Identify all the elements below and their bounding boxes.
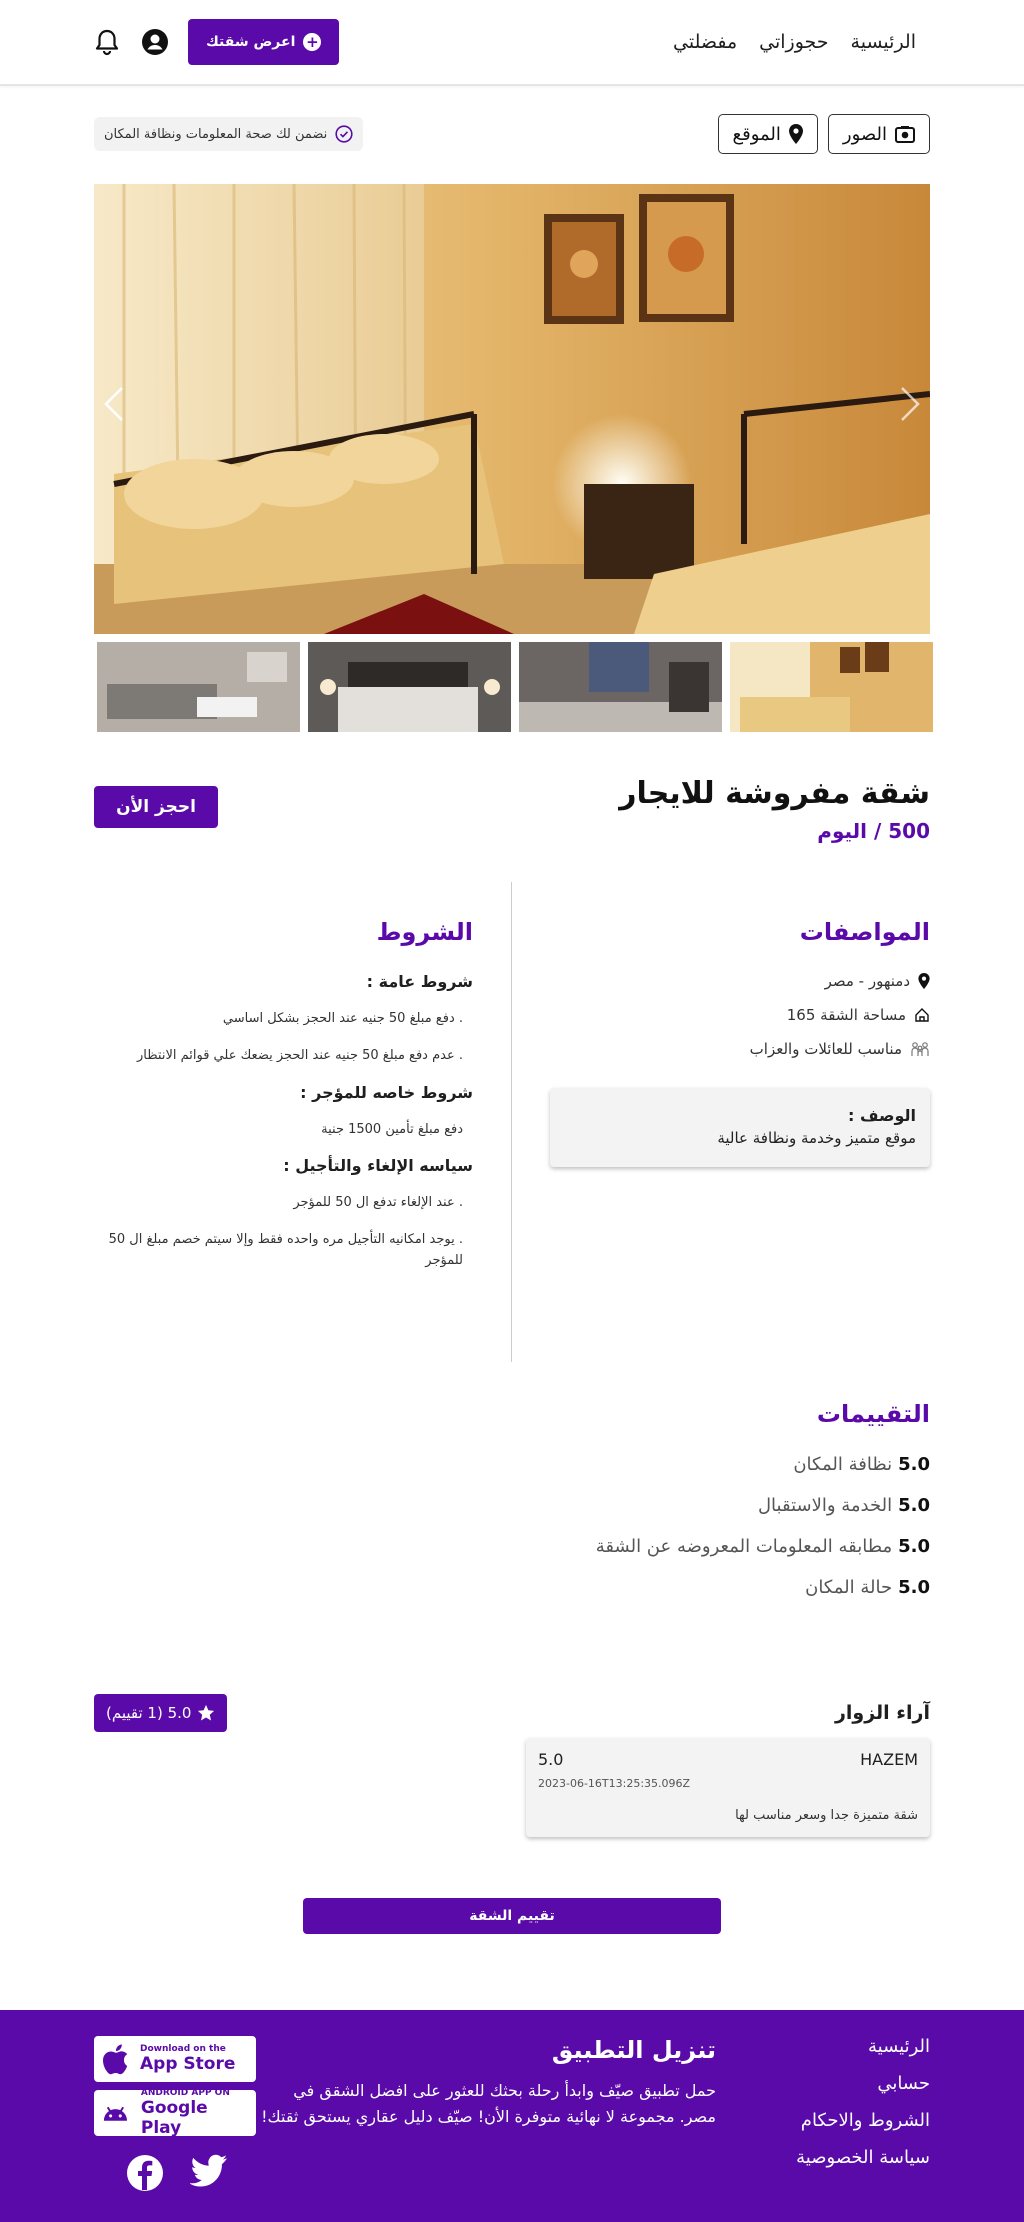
review-score: 5.0 (538, 1750, 564, 1769)
rating-condition (94, 1577, 930, 1598)
location-label: الموقع (732, 123, 781, 145)
android-icon (100, 2099, 131, 2127)
nav-home[interactable]: الرئيسية (850, 31, 916, 53)
spec-location (512, 972, 930, 990)
reviews-header (0, 1694, 1024, 1732)
rating-cleanliness (94, 1454, 930, 1475)
prev-arrow-icon[interactable] (102, 384, 126, 424)
social-links (126, 2154, 228, 2192)
app-store-big: App Store (140, 2054, 236, 2074)
location-button[interactable] (718, 114, 818, 154)
description-label: الوصف : (847, 1106, 916, 1125)
check-circle-icon (335, 125, 353, 143)
listing-header (0, 776, 1024, 843)
footer-link-home[interactable]: الرئيسية (868, 2036, 930, 2057)
toolbar-buttons (718, 114, 930, 154)
spec-suitable-text: مناسب للعائلات والعزاب (749, 1040, 902, 1058)
ratings-section (0, 1400, 1024, 1618)
app-download-info (256, 2036, 716, 2222)
rating-label: الخدمة والاستقبال (757, 1495, 893, 1516)
listing-toolbar (0, 114, 1024, 154)
twitter-icon[interactable] (190, 2154, 228, 2188)
reviews-summary-text: 5.0 (1 تقييم) (106, 1704, 192, 1722)
footer-link-terms[interactable]: الشروط والاحكام (800, 2110, 930, 2131)
review-text: شقة متميزة جدا وسعر مناسب لها (735, 1808, 918, 1823)
details-section (94, 882, 930, 1362)
cancel-term-2: . يوجد امكانيه التأجيل مره واحده فقط وإلا سيتم خصم مبلغ ال 50 للمؤجر (108, 1232, 463, 1268)
rating-service (94, 1495, 930, 1516)
general-term-1: . دفع مبلغ 50 جنيه عند الحجز بشكل اساسي (222, 1011, 463, 1026)
listing-title-block (619, 776, 930, 843)
terms-title: الشروط (376, 918, 473, 946)
footer-link-account[interactable]: حسابي (877, 2073, 930, 2094)
family-icon (910, 1041, 930, 1057)
cancel-policy-heading: سياسه الإلغاء والتأجيل : (283, 1156, 473, 1176)
app-download-title: تنزيل التطبيق (551, 2036, 716, 2064)
listing-title: شقة مفروشة للايجار (619, 776, 930, 811)
header-actions (92, 19, 339, 65)
rating-score: 5.0 (898, 1454, 930, 1475)
app-store-text (140, 2044, 235, 2074)
footer-link-privacy[interactable]: سياسة الخصوصية (796, 2147, 930, 2168)
listing-price: 500 / اليوم (817, 819, 930, 843)
review-top (538, 1750, 918, 1769)
ratings-title: التقييمات (816, 1400, 930, 1428)
google-play-text (141, 2088, 250, 2138)
reviews-title: آراء الزوار (834, 1702, 930, 1724)
bell-icon[interactable] (92, 27, 122, 57)
nav-favorites[interactable]: مفضلتي (673, 31, 738, 53)
account-icon[interactable] (140, 27, 170, 57)
main-photo[interactable] (94, 184, 930, 634)
store-buttons (94, 2036, 256, 2222)
google-play-big: Google Play (140, 2098, 208, 2138)
plus-icon: + (303, 33, 321, 51)
location-pin-icon (789, 124, 803, 144)
book-now-button[interactable]: احجز الأن (94, 786, 218, 828)
thumbnail-bedroom-warm[interactable] (730, 642, 933, 732)
rating-label: مطابقه المعلومات المعروضه عن الشقة (595, 1536, 893, 1557)
rating-score: 5.0 (898, 1577, 930, 1598)
google-play-small: ANDROID APP ON (140, 2088, 230, 2098)
rating-score: 5.0 (898, 1536, 930, 1557)
app-store-small: Download on the (140, 2044, 226, 2054)
guarantee-text: نضمن لك صحة المعلومات ونظافة المكان (104, 126, 328, 142)
rating-accuracy (94, 1536, 930, 1557)
app-download-text: حمل تطبيق صيّف وابدأ رحلة بحثك للعثور على افضل الشقق في مصر. مجموعة لا نهائية متوفرة الأن! صيّف دليل عقاري يستحق ثقتك! (261, 2081, 716, 2126)
app-store-button[interactable] (94, 2036, 256, 2082)
thumbnail-bedroom-dark[interactable] (308, 642, 511, 732)
top-header (0, 0, 1024, 86)
general-term-2: . عدم دفع مبلغ 50 جنيه عند الحجز يضعك علي قوائم الانتظار (137, 1047, 463, 1063)
star-icon (197, 1704, 215, 1722)
general-terms-heading: شروط عامة : (366, 972, 473, 991)
rating-label: نظافة المكان (793, 1454, 893, 1475)
spec-location-text: دمنهور - مصر (824, 972, 910, 990)
terms-column (94, 882, 511, 1362)
facebook-icon[interactable] (126, 2154, 164, 2192)
google-play-button[interactable] (94, 2090, 256, 2136)
photos-button[interactable] (828, 114, 930, 154)
description-box (550, 1088, 930, 1167)
apple-icon (100, 2042, 130, 2076)
list-apartment-label: اعرض شقتك (206, 34, 296, 50)
review-date: 2023-06-16T13:25:35.096Z (538, 1777, 691, 1790)
main-nav (673, 31, 916, 53)
spec-area-text: مساحة الشقة 165 (786, 1006, 906, 1024)
reviews-summary-badge (94, 1694, 227, 1732)
spec-suitable (512, 1040, 930, 1058)
thumbnail-living-room[interactable] (97, 642, 300, 732)
rating-label: حالة المكان (805, 1577, 893, 1598)
location-pin-icon (918, 973, 930, 989)
thumbnail-strip (97, 642, 933, 732)
column-divider (511, 882, 512, 1362)
reviewer-name: HAZEM (860, 1750, 918, 1769)
review-card (526, 1738, 930, 1837)
cancel-term-1: . عند الإلغاء تدفع ال 50 للمؤجر (293, 1195, 463, 1211)
footer-links (730, 2036, 930, 2222)
photos-label: الصور (842, 123, 887, 145)
next-arrow-icon[interactable] (898, 384, 922, 424)
house-icon (914, 1007, 930, 1023)
specs-title: المواصفات (799, 918, 930, 946)
guarantee-badge (94, 117, 363, 151)
owner-term-1: دفع مبلغ تأمين 1500 جنية (321, 1121, 463, 1137)
specs-column (512, 882, 930, 1362)
rate-apartment-button[interactable]: تقييم الشقة (303, 1898, 721, 1934)
nav-bookings[interactable]: حجوزاتي (759, 31, 829, 53)
camera-icon (895, 125, 915, 143)
owner-terms-heading: شروط خاصه للمؤجر : (300, 1082, 473, 1102)
list-apartment-button[interactable] (188, 19, 339, 65)
thumbnail-hallway[interactable] (519, 642, 722, 732)
rating-score: 5.0 (898, 1495, 930, 1516)
description-text: موقع متميز وخدمة ونظافة عالية (717, 1129, 916, 1147)
spec-area (512, 1006, 930, 1024)
site-footer (0, 2010, 1024, 2222)
